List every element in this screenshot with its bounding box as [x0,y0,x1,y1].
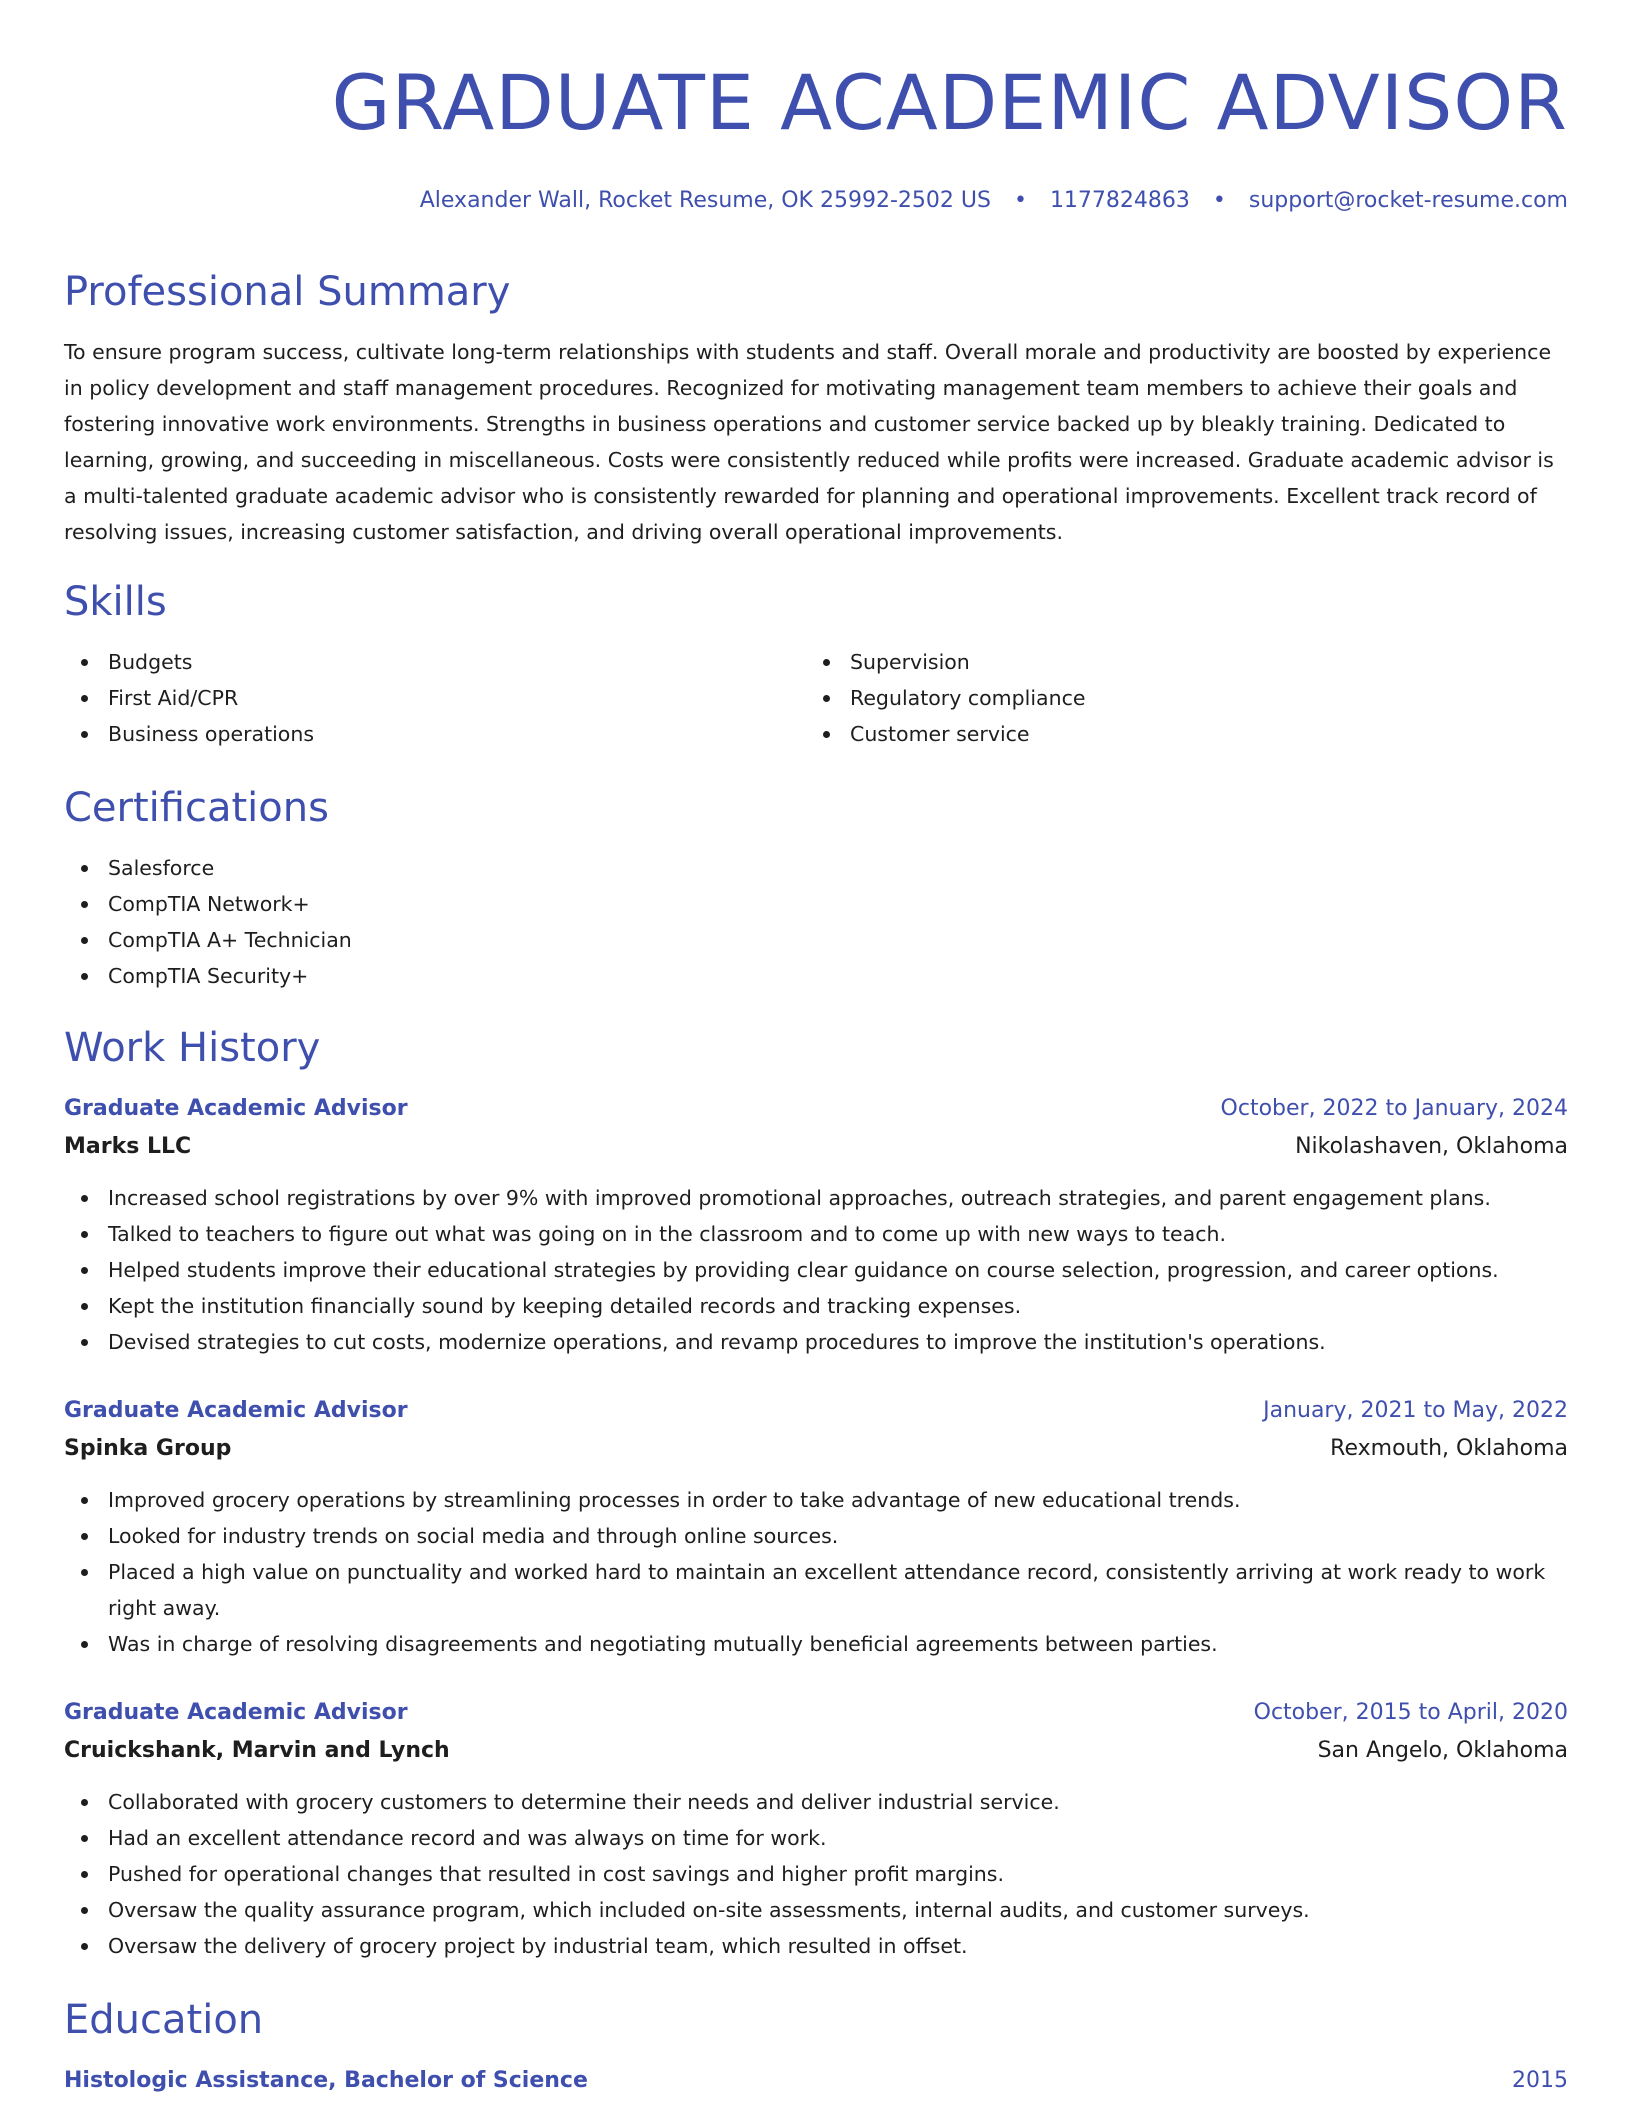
job-title: Graduate Academic Advisor [64,1398,408,1423]
job-bullet: Looked for industry trends on social media and through online sources. [64,1518,1568,1554]
summary-text: To ensure program success, cultivate long-term relationships with students and staff. Overall morale and productivity are boosted by experience in policy development and staff management procedures. Recognized for motivating management team members to achieve their goals and fostering innovative work environments. Strengths in business operations and customer service backed up by bleakly training. Dedicated to learning, growing, and succeeding in miscellaneous. Costs were consistently reduced while profits were increased. Graduate academic advisor is a multi-talented graduate academic advisor who is consistently rewarded for planning and operational improvements. Excellent track record of resolving issues, increasing customer satisfaction, and driving overall operational improvements. [64,340,1554,544]
skills-column-right [806,644,1548,752]
skill-item: First Aid/CPR [64,680,806,716]
job-dates: January, 2021 to May, 2022 [1263,1398,1568,1423]
education-year: 2015 [1512,2068,1568,2093]
contact-separator: • [1212,188,1226,213]
certifications-heading: Certifications [64,785,329,831]
job-bullets [64,1482,1568,1662]
contact-address: Alexander Wall, Rocket Resume, OK 25992-2502 US [419,188,991,213]
job-bullet: Pushed for operational changes that resulted in cost savings and higher profit margins. [64,1856,1568,1892]
skills-grid [64,644,1568,752]
education-entry [64,2062,1568,2100]
skill-item: Supervision [806,644,1548,680]
resume-page [64,0,1568,2100]
job-header [64,1392,1568,1430]
job-bullet: Helped students improve their educational strategies by providing clear guidance on course selection, progression, and career options. [64,1252,1568,1288]
job-location: San Angelo, Oklahoma [1317,1738,1568,1763]
job-entry [64,1392,1568,1662]
certification-item: Salesforce [64,850,1568,886]
skills-column-left [64,644,806,752]
job-bullet: Improved grocery operations by streamlining processes in order to take advantage of new educational trends. [64,1482,1568,1518]
job-location: Nikolashaven, Oklahoma [1295,1134,1568,1159]
job-bullet: Increased school registrations by over 9% with improved promotional approaches, outreach strategies, and parent engagement plans. [64,1180,1568,1216]
skill-item: Regulatory compliance [806,680,1548,716]
certification-item: CompTIA A+ Technician [64,922,1568,958]
resume-title: GRADUATE ACADEMIC ADVISOR [331,58,1568,147]
job-entry [64,1694,1568,1964]
skill-item: Business operations [64,716,806,752]
education-heading: Education [64,1997,264,2043]
job-dates: October, 2015 to April, 2020 [1253,1700,1568,1725]
job-location: Rexmouth, Oklahoma [1330,1436,1568,1461]
job-bullet: Kept the institution financially sound by keeping detailed records and tracking expenses. [64,1288,1568,1324]
contact-email: support@rocket-resume.com [1248,188,1568,213]
job-title: Graduate Academic Advisor [64,1700,408,1725]
job-employer [64,1430,1568,1468]
job-dates: October, 2022 to January, 2024 [1220,1096,1568,1121]
certification-item: CompTIA Network+ [64,886,1568,922]
job-bullets [64,1180,1568,1360]
job-title: Graduate Academic Advisor [64,1096,408,1121]
skill-item: Budgets [64,644,806,680]
job-bullet: Oversaw the delivery of grocery project by industrial team, which resulted in offset. [64,1928,1568,1964]
job-bullet: Had an excellent attendance record and was always on time for work. [64,1820,1568,1856]
job-employer [64,1128,1568,1166]
job-bullet: Was in charge of resolving disagreements and negotiating mutually beneficial agreements between parties. [64,1626,1568,1662]
contact-line [64,186,1568,216]
job-header [64,1090,1568,1128]
contact-separator: • [1013,188,1027,213]
job-entry [64,1090,1568,1360]
job-bullet: Placed a high value on punctuality and worked hard to maintain an excellent attendance record, consistently arriving at work ready to work right away. [64,1554,1568,1626]
job-employer [64,1732,1568,1770]
education-degree: Histologic Assistance, Bachelor of Science [64,2068,588,2093]
certifications-list [64,850,1568,994]
job-bullet: Talked to teachers to figure out what was going on in the classroom and to come up with new ways to teach. [64,1216,1568,1252]
job-bullet: Collaborated with grocery customers to determine their needs and deliver industrial service. [64,1784,1568,1820]
work-history-heading: Work History [64,1025,321,1071]
summary-heading: Professional Summary [64,269,511,315]
job-bullets [64,1784,1568,1964]
job-company: Cruickshank, Marvin and Lynch [64,1738,450,1763]
contact-phone: 1177824863 [1049,188,1190,213]
job-header [64,1694,1568,1732]
skill-item: Customer service [806,716,1548,752]
skills-heading: Skills [64,579,167,625]
job-bullet: Oversaw the quality assurance program, which included on-site assessments, internal audits, and customer surveys. [64,1892,1568,1928]
job-company: Spinka Group [64,1436,232,1461]
job-company: Marks LLC [64,1134,192,1159]
certification-item: CompTIA Security+ [64,958,1568,994]
job-bullet: Devised strategies to cut costs, modernize operations, and revamp procedures to improve the institution's operations. [64,1324,1568,1360]
